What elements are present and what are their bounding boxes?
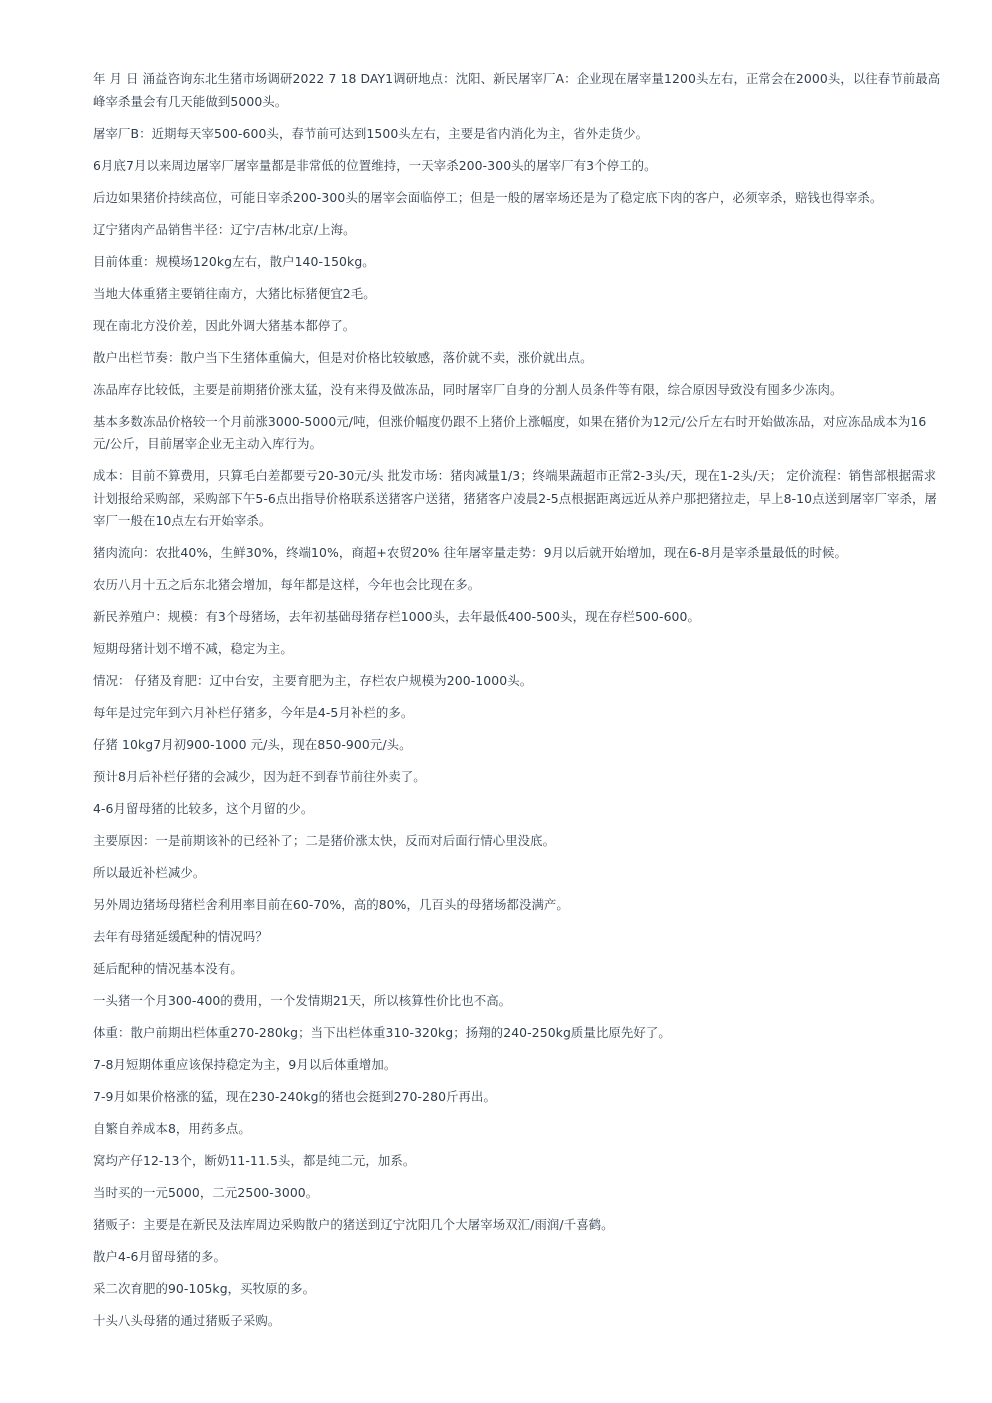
paragraph-20: 预计8月后补栏仔猪的会减少，因为赶不到春节前往外卖了。 — [93, 769, 426, 784]
paragraph-7: 当地大体重猪主要销往南方，大猪比标猪便宜2毛。 — [93, 285, 376, 301]
paragraph-19: 仔猪 10kg7月初900-1000 元/头，现在850-900元/头。 — [93, 737, 412, 752]
paragraph-5: 辽宁猪肉产品销售半径：辽宁/吉林/北京/上海。 — [93, 221, 356, 237]
document-body — [93, 68, 941, 1342]
paragraph-27: 一头猪一个月300-400的费用，一个发情期21天，所以核算性价比也不高。 — [93, 993, 512, 1008]
paragraph-8: 现在南北方没价差，因此外调大猪基本都停了。 — [93, 317, 356, 333]
paragraph-14: 农历八月十五之后东北猪会增加，每年都是这样，今年也会比现在多。 — [93, 577, 481, 592]
paragraph-15: 新民养殖户：规模：有3个母猪场，去年初基础母猪存栏1000头，去年最低400-500头，现在存栏500-600。 — [93, 609, 701, 624]
paragraph-35: 散户4-6月留母猪的多。 — [93, 1249, 226, 1264]
paragraph-37: 十头八头母猪的通过猪贩子采购。 — [93, 1313, 281, 1328]
paragraph-3: 6月底7月以来周边屠宰厂屠宰量都是非常低的位置维持，一天宰杀200-300头的屠宰厂有3个停工的。 — [93, 157, 657, 173]
paragraph-13: 猪肉流向：农批40%，生鲜30%，终端10%，商超+农贸20% 往年屠宰量走势：9月以后就开始增加，现在6-8月是宰杀量最低的时候。 — [93, 545, 847, 560]
paragraph-28: 体重：散户前期出栏体重270-280kg；当下出栏体重310-320kg；扬翔的240-250kg质量比原先好了。 — [93, 1025, 671, 1040]
paragraph-33: 当时买的一元5000，二元2500-3000。 — [93, 1185, 319, 1200]
paragraph-36: 采二次育肥的90-105kg，买牧原的多。 — [93, 1281, 316, 1296]
paragraph-22: 主要原因：一是前期该补的已经补了；二是猪价涨太快，反而对后面行情心里没底。 — [93, 833, 556, 848]
paragraph-26: 延后配种的情况基本没有。 — [93, 961, 243, 976]
paragraph-31: 自繁自养成本8，用药多点。 — [93, 1121, 251, 1136]
paragraph-16: 短期母猪计划不增不减，稳定为主。 — [93, 641, 293, 656]
paragraph-17: 情况： 仔猪及育肥：辽中台安，主要育肥为主，存栏农户规模为200-1000头。 — [93, 673, 533, 688]
paragraph-1: 年 月 日 涌益咨询东北生猪市场调研2022 7 18 DAY1调研地点：沈阳、新民屠宰厂A：企业现在屠宰量1200头左右，正常会在2000头，以往春节前最高峰宰杀量会有几天能做到5000头。 — [93, 71, 941, 109]
paragraph-12: 成本：目前不算费用，只算毛白差都要亏20-30元/头 批发市场：猪肉减量1/3；终端果蔬超市正常2-3头/天，现在1-2头/天； 定价流程：销售部根据需求计划报给采购部，采购部下午5-6点出指导价格联系送猪客户送猪，猪猪客户凌晨2-5点根据距离远近从养户那把猪拉走，早上8-10点送到屠宰厂宰杀，屠宰厂一般在10点左右开始宰杀。 — [93, 468, 938, 528]
paragraph-6: 目前体重：规模场120kg左右，散户140-150kg。 — [93, 253, 375, 269]
paragraph-23: 所以最近补栏减少。 — [93, 865, 206, 880]
paragraph-30: 7-9月如果价格涨的猛，现在230-240kg的猪也会挺到270-280斤再出。 — [93, 1089, 497, 1104]
paragraph-4: 后边如果猪价持续高位，可能日宰杀200-300头的屠宰会面临停工；但是一般的屠宰场还是为了稳定底下肉的客户，必须宰杀，赔钱也得宰杀。 — [93, 189, 883, 205]
paragraph-21: 4-6月留母猪的比较多，这个月留的少。 — [93, 801, 314, 816]
paragraph-10: 冻品库存比较低，主要是前期猪价涨太猛，没有来得及做冻品，同时屠宰厂自身的分割人员条件等有限，综合原因导致没有囤多少冻肉。 — [93, 381, 843, 397]
paragraph-18: 每年是过完年到六月补栏仔猪多，今年是4-5月补栏的多。 — [93, 705, 414, 720]
paragraph-34: 猪贩子：主要是在新民及法库周边采购散户的猪送到辽宁沈阳几个大屠宰场双汇/雨润/千喜鹤。 — [93, 1217, 614, 1232]
paragraph-9: 散户出栏节奏：散户当下生猪体重偏大，但是对价格比较敏感，落价就不卖，涨价就出点。 — [93, 349, 593, 365]
paragraph-32: 窝均产仔12-13个，断奶11-11.5头，都是纯二元，加系。 — [93, 1153, 416, 1168]
paragraph-2: 屠宰厂B：近期每天宰500-600头，春节前可达到1500头左右，主要是省内消化为主，省外走货少。 — [93, 125, 649, 141]
paragraph-25: 去年有母猪延缓配种的情况吗？ — [93, 929, 268, 944]
paragraph-11: 基本多数冻品价格较一个月前涨3000-5000元/吨，但涨价幅度仍跟不上猪价上涨幅度，如果在猪价为12元/公斤左右时开始做冻品，对应冻品成本为16元/公斤，目前屠宰企业无主动入库行为。 — [93, 413, 927, 451]
paragraph-29: 7-8月短期体重应该保持稳定为主，9月以后体重增加。 — [93, 1057, 397, 1072]
paragraph-24: 另外周边猪场母猪栏舍利用率目前在60-70%，高的80%，几百头的母猪场都没满产。 — [93, 897, 569, 912]
